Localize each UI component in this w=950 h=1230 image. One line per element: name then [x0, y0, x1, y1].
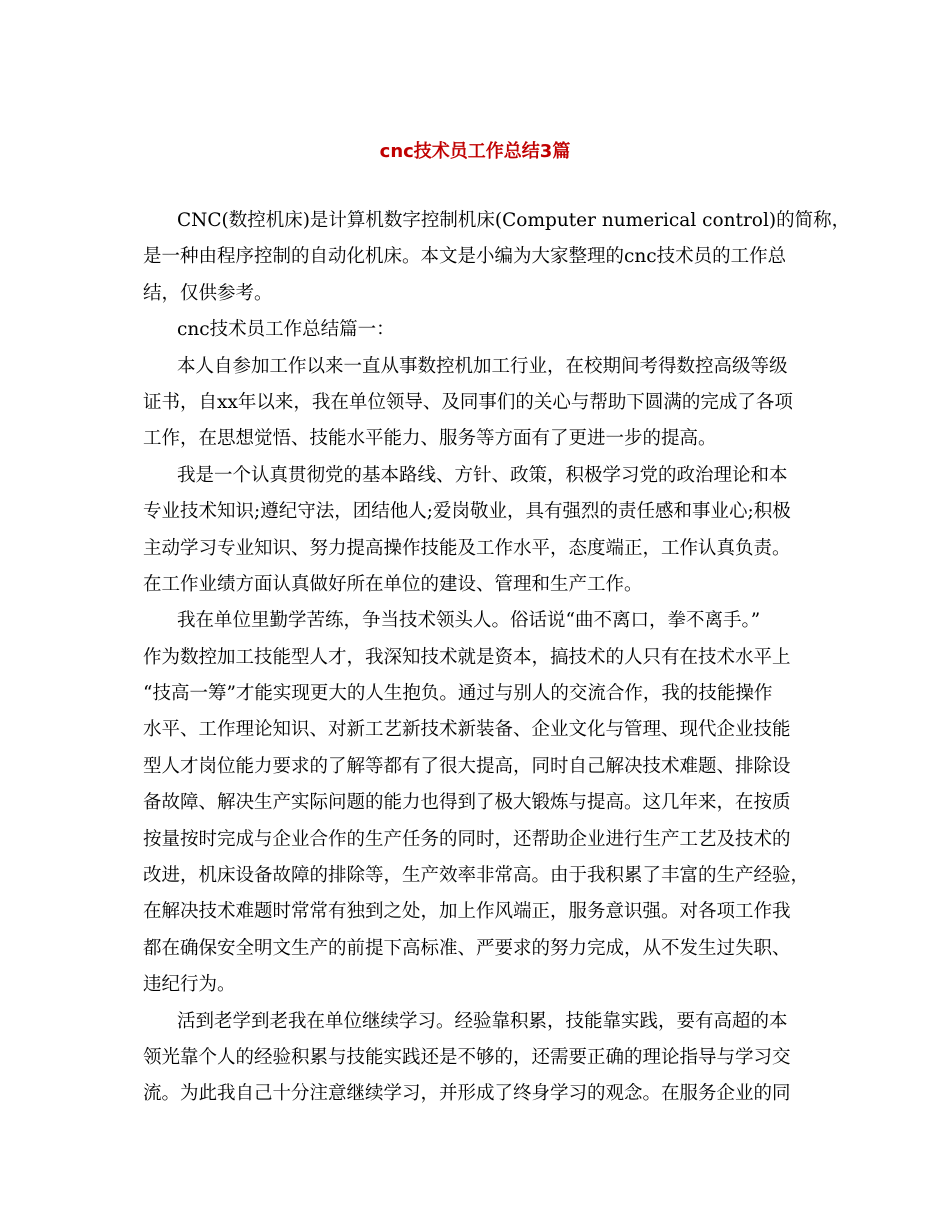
- document-body: [143, 203, 851, 1113]
- text-line: 工作，在思想觉悟、技能水平能力、服务等方面有了更进一步的提高。: [143, 428, 717, 450]
- text-line: “技高一筹”才能实现更大的人生抱负。通过与别人的交流合作，我的技能操作: [143, 683, 773, 705]
- text-line: 我是一个认真贯彻党的基本路线、方针、政策，积极学习党的政治理论和本: [177, 464, 788, 486]
- text-line: 是一种由程序控制的自动化机床。本文是小编为大家整理的cnc技术员的工作总: [143, 246, 787, 268]
- text-line: 流。为此我自己十分注意继续学习，并形成了终身学习的观念。在服务企业的同: [143, 1083, 791, 1105]
- text-line: 型人才岗位能力要求的了解等都有了很大提高，同时自己解决技术难题、排除设: [143, 755, 791, 777]
- text-line: 结，仅供参考。: [143, 282, 273, 304]
- text-line: cnc技术员工作总结篇一：: [177, 319, 395, 341]
- text-line: 都在确保安全明文生产的前提下高标准、严要求的努力完成，从不发生过失职、: [143, 937, 791, 959]
- text-line: 本人自参加工作以来一直从事数控机加工行业，在校期间考得数控高级等级: [177, 355, 788, 377]
- text-line: 主动学习专业知识、努力提高操作技能及工作水平，态度端正，工作认真负责。: [143, 537, 791, 559]
- text-line: 在工作业绩方面认真做好所在单位的建设、管理和生产工作。: [143, 573, 643, 595]
- text-line: 水平、工作理论知识、对新工艺新技术新装备、企业文化与管理、现代企业技能: [143, 719, 791, 741]
- text-line: 我在单位里勤学苦练，争当技术领头人。俗话说“曲不离口，拳不离手。”: [177, 610, 761, 632]
- text-line: 备故障、解决生产实际问题的能力也得到了极大锻炼与提高。这几年来，在按质: [143, 792, 791, 814]
- text-line: 专业技术知识;遵纪守法，团结他人;爱岗敬业，具有强烈的责任感和事业心;积极: [143, 501, 791, 523]
- text-line: 改进，机床设备故障的排除等，生产效率非常高。由于我积累了丰富的生产经验，: [143, 865, 810, 887]
- text-line: 证书，自xx年以来，我在单位领导、及同事们的关心与帮助下圆满的完成了各项: [143, 391, 793, 413]
- text-line: CNC(数控机床)是计算机数字控制机床(Computer numerical control)的简称，: [177, 210, 851, 231]
- document-title: cnc技术员工作总结3篇: [379, 141, 571, 162]
- text-line: 按量按时完成与企业合作的生产任务的同时，还帮助企业进行生产工艺及技术的: [143, 828, 791, 850]
- text-line: 领光靠个人的经验积累与技能实践还是不够的，还需要正确的理论指导与学习交: [143, 1046, 791, 1068]
- text-line: 违纪行为。: [143, 974, 236, 996]
- text-line: 活到老学到老我在单位继续学习。经验靠积累，技能靠实践，要有高超的本: [177, 1010, 788, 1032]
- text-line: 作为数控加工技能型人才，我深知技术就是资本，搞技术的人只有在技术水平上: [143, 646, 791, 668]
- text-line: 在解决技术难题时常常有独到之处，加上作风端正，服务意识强。对各项工作我: [143, 901, 791, 923]
